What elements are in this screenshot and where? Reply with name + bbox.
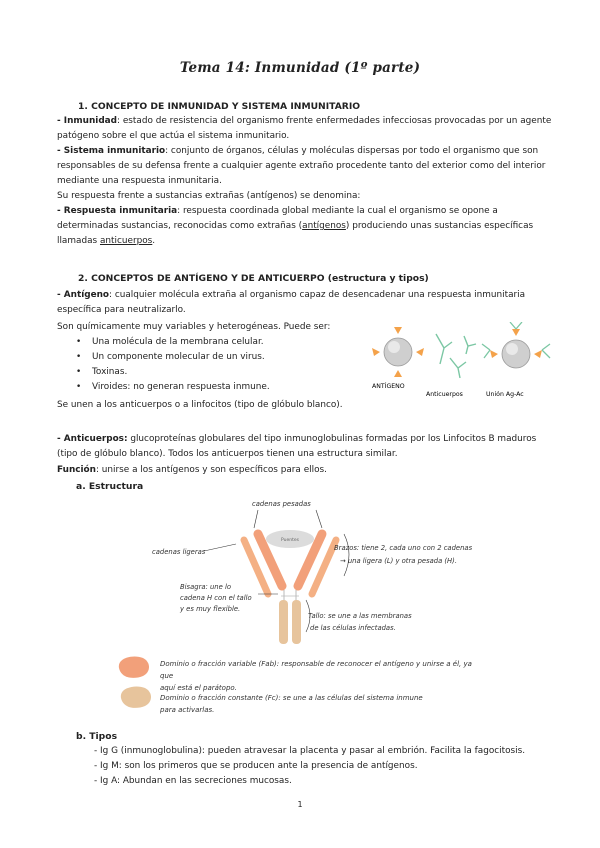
page-number: 1 [297,800,303,809]
inmunidad-text: : estado de resistencia del organismo frente enfermedades infecciosas provocadas por un agente patógeno sobre el que actúa el sistema inmunitario. [57,116,552,141]
list-item: - Ig A: Abundan en las secreciones mucosas. [94,776,292,786]
list-item: - Ig G (inmunoglobulina): pueden atravesar la placenta y pasar al embrión. Facilita la fagocitosis. [94,746,526,756]
union-line: Se unen a los anticuerpos o a linfocitos (tipo de glóbulo blanco). [57,400,343,410]
sistema-text: : conjunto de órganos, células y moléculas dispersas por todo el organismo que son responsables de su defensa frente a cualquier agente extraño procedente tanto del exterior como del interior mediante una respuesta inmunitaria. [57,146,546,186]
fc-description [160,692,480,716]
list-item: • Viroides: no generan respuesta inmune. [76,380,270,395]
antigen-figure [368,322,558,402]
antigeno-paragraph [57,288,555,318]
fab-line-a: Dominio o fracción variable (Fab): responsable de reconocer el antígeno y unirse a él, ya que [160,660,472,680]
respuesta-text-b: ) produciendo unas sustancias específicas llamadas [57,221,534,246]
fc-line-b: para activarlas. [160,706,215,714]
estructura-heading: a. Estructura [76,481,144,492]
fab-line-b: aquí está el parátopo. [160,684,237,692]
anticuerpos-paragraph [57,432,555,462]
union-illustration [482,322,550,368]
respuesta-antigenos: antígenos [302,221,346,231]
list-item: • Un componente molecular de un virus. [76,350,270,365]
list-item: • Toxinas. [76,365,270,380]
antigeno-text: : cualquier molécula extraña al organismo capaz de desencadenar una respuesta inmunitaria específica para neutralizarlo. [57,290,526,315]
legend-swatches [115,654,155,712]
figure-label-anticuerpos: Anticuerpos [426,391,463,398]
page-title: Tema 14: Inmunidad (1º parte) [179,60,421,76]
brazos-label-b: → una ligera (L) y otra pesada (H). [340,557,457,565]
funcion-term: Función [57,465,96,475]
inmunidad-term: - Inmunidad [57,116,118,126]
funcion-text: : unirse a los antígenos y son específicos para ellos. [95,465,327,475]
figure-label-union: Unión Ag-Ac [486,391,524,398]
fab-swatch [119,656,149,677]
bisagra-label-b: cadena H con el tallo [180,594,252,602]
antigen-bullets [76,335,270,395]
respuesta-text-a: : respuesta coordinada global mediante la cual el organismo se opone a determinadas sustancias, reconocidas como extrañas ( [57,206,498,231]
fc-line-a: Dominio o fracción constante (Fc): se une a las células del sistema inmune [160,694,423,702]
antibodies-illustration [436,334,476,378]
cadenas-pesadas-label: cadenas pesadas [252,500,311,508]
antigen-illustration [372,327,424,377]
puentes-label: Puentes [281,538,299,543]
tallo-label-a: Tallo: se une a las membranas [308,612,412,620]
section-1-heading: 1. CONCEPTO DE INMUNIDAD Y SISTEMA INMUNITARIO [78,101,361,112]
fab-description [160,658,480,694]
tipos-heading: b. Tipos [76,731,118,742]
sistema-term: - Sistema inmunitario [57,146,166,156]
inmunidad-paragraph [57,114,555,144]
respuesta-end: . [152,236,156,246]
bisagra-label-c: y es muy flexible. [180,605,241,613]
funcion-paragraph [57,463,555,478]
sistema-paragraph [57,144,555,189]
respuesta-term: - Respuesta inmunitaria [57,206,178,216]
tallo-label-b: de las células infectadas. [310,624,396,632]
cadenas-ligeras-label: cadenas ligeras [152,548,206,556]
tipos-list [94,744,564,789]
list-item: • Una molécula de la membrana celular. [76,335,270,350]
list-item: - Ig M: son los primeros que se producen ante la presencia de antígenos. [94,761,418,771]
bisagra-label-a: Bisagra: une lo [180,583,231,591]
anticuerpos-text: glucoproteínas globulares del tipo inmunoglobulinas formadas por los Linfocitos B maduros (tipo de glóbulo blanco). Todos los anticuerpos tienen una estructura similar. [57,434,537,459]
section-2-heading: 2. CONCEPTOS DE ANTÍGENO Y DE ANTICUERPO (estructura y tipos) [78,273,429,284]
section-1-body [57,114,555,249]
anticuerpos-term: - Anticuerpos: [57,434,128,444]
antigen-line: Su respuesta frente a sustancias extrañas (antígenos) se denomina: [57,191,361,201]
respuesta-paragraph [57,204,555,249]
figure-label-antigeno: ANTÍGENO [372,383,405,390]
respuesta-anticuerpos: anticuerpos [99,236,153,246]
antigeno-term: - Antígeno [57,290,110,300]
antibody-diagram [140,494,480,654]
variable-line: Son químicamente muy variables y heterogéneas. Puede ser: [57,322,331,332]
fc-swatch [121,686,151,707]
brazos-label-a: Brazos: tiene 2, cada uno con 2 cadenas [334,544,473,552]
